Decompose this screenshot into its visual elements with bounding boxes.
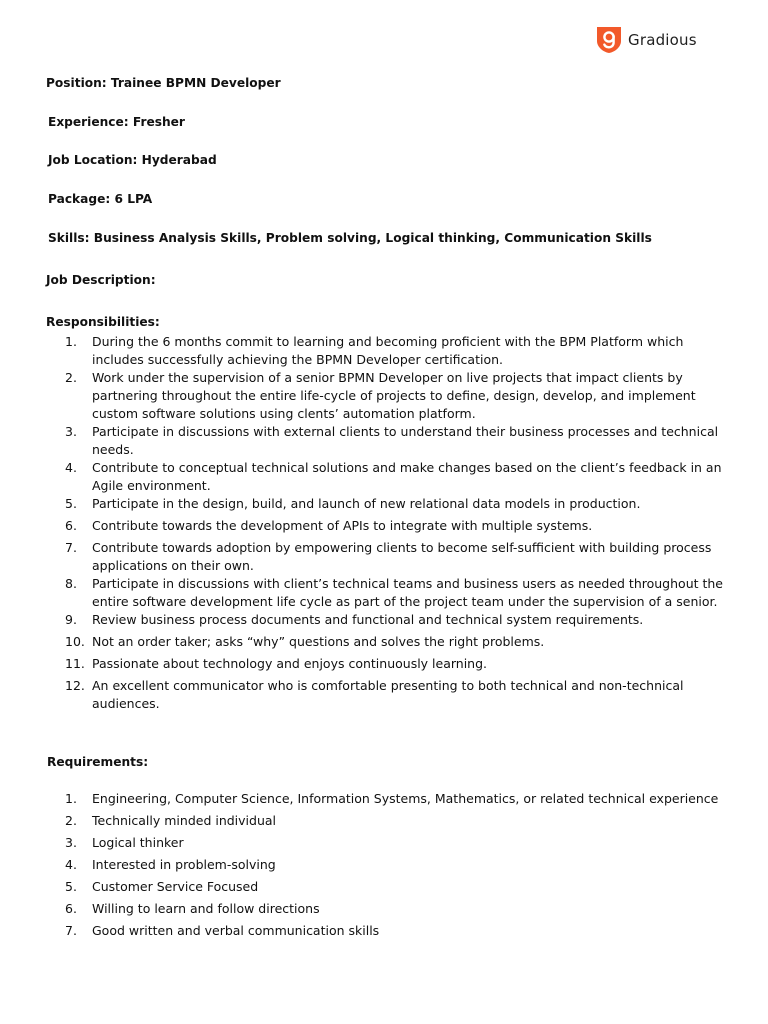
item-number: 2. bbox=[65, 813, 77, 828]
item-number: 11. bbox=[65, 656, 85, 671]
list-item bbox=[65, 878, 725, 896]
item-number: 3. bbox=[65, 835, 77, 850]
brand-name: Gradious bbox=[628, 31, 697, 49]
item-text: Review business process documents and functional and technical system requirements. bbox=[92, 612, 644, 627]
list-item bbox=[65, 633, 725, 651]
item-number: 7. bbox=[65, 923, 77, 938]
item-text: Participate in discussions with external clients to understand their business processes and technical needs. bbox=[92, 424, 719, 457]
item-text: During the 6 months commit to learning and becoming proficient with the BPM Platform which includes successfully achieving the BPMN Developer certification. bbox=[92, 334, 684, 367]
item-text: Contribute towards adoption by empowering clients to become self-sufficient with building process applications on their own. bbox=[92, 540, 712, 573]
list-item bbox=[65, 575, 725, 611]
item-text: Technically minded individual bbox=[92, 813, 277, 828]
item-text: Logical thinker bbox=[92, 835, 184, 850]
list-item bbox=[65, 539, 725, 575]
location-field: Job Location: Hyderabad bbox=[48, 153, 217, 167]
item-text: Contribute to conceptual technical solutions and make changes based on the client’s feedback in an Agile environment. bbox=[92, 460, 722, 493]
item-number: 5. bbox=[65, 496, 77, 511]
item-number: 1. bbox=[65, 334, 77, 349]
responsibilities-heading: Responsibilities: bbox=[46, 315, 160, 329]
list-item bbox=[65, 655, 725, 673]
item-number: 4. bbox=[65, 857, 77, 872]
item-text: Not an order taker; asks “why” questions and solves the right problems. bbox=[92, 634, 545, 649]
item-number: 8. bbox=[65, 576, 77, 591]
list-item bbox=[65, 369, 725, 423]
requirements-heading: Requirements: bbox=[47, 755, 149, 769]
skills-field: Skills: Business Analysis Skills, Problem solving, Logical thinking, Communication Skills bbox=[48, 231, 652, 245]
item-text: An excellent communicator who is comfortable presenting to both technical and non-technical audiences. bbox=[92, 678, 684, 711]
item-number: 7. bbox=[65, 540, 77, 555]
brand-logo bbox=[596, 26, 697, 54]
list-item bbox=[65, 812, 725, 830]
gradious-shield-icon bbox=[596, 26, 622, 54]
item-number: 5. bbox=[65, 879, 77, 894]
list-item bbox=[65, 333, 725, 369]
item-number: 6. bbox=[65, 901, 77, 916]
list-item bbox=[65, 677, 725, 713]
item-text: Interested in problem-solving bbox=[92, 857, 276, 872]
item-number: 6. bbox=[65, 518, 77, 533]
list-item bbox=[65, 922, 725, 940]
item-text: Work under the supervision of a senior BPMN Developer on live projects that impact clients by partnering throughout the entire life-cycle of projects to define, design, develop, and implement custom software solutions using clents’ automation platform. bbox=[92, 370, 696, 421]
list-item bbox=[65, 900, 725, 918]
list-item bbox=[65, 834, 725, 852]
item-number: 2. bbox=[65, 370, 77, 385]
item-text: Contribute towards the development of APIs to integrate with multiple systems. bbox=[92, 518, 593, 533]
item-text: Participate in the design, build, and launch of new relational data models in production. bbox=[92, 496, 641, 511]
list-item bbox=[65, 611, 725, 629]
item-text: Passionate about technology and enjoys continuously learning. bbox=[92, 656, 488, 671]
item-text: Engineering, Computer Science, Information Systems, Mathematics, or related technical experience bbox=[92, 791, 719, 806]
list-item bbox=[65, 423, 725, 459]
item-text: Customer Service Focused bbox=[92, 879, 259, 894]
list-item bbox=[65, 459, 725, 495]
package-field: Package: 6 LPA bbox=[48, 192, 153, 206]
item-number: 10. bbox=[65, 634, 85, 649]
item-number: 9. bbox=[65, 612, 77, 627]
job-description-heading: Job Description: bbox=[46, 273, 156, 287]
item-text: Good written and verbal communication skills bbox=[92, 923, 380, 938]
item-text: Willing to learn and follow directions bbox=[92, 901, 320, 916]
list-item bbox=[65, 790, 725, 808]
item-number: 3. bbox=[65, 424, 77, 439]
responsibilities-list bbox=[65, 333, 725, 713]
item-text: Participate in discussions with client’s technical teams and business users as needed throughout the entire software development life cycle as part of the project team under the supervision of a senior. bbox=[92, 576, 723, 609]
item-number: 1. bbox=[65, 791, 77, 806]
list-item bbox=[65, 517, 725, 535]
list-item bbox=[65, 495, 725, 513]
item-number: 4. bbox=[65, 460, 77, 475]
experience-field: Experience: Fresher bbox=[48, 115, 185, 129]
requirements-list bbox=[65, 790, 725, 944]
position-field: Position: Trainee BPMN Developer bbox=[46, 76, 281, 90]
item-number: 12. bbox=[65, 678, 85, 693]
list-item bbox=[65, 856, 725, 874]
